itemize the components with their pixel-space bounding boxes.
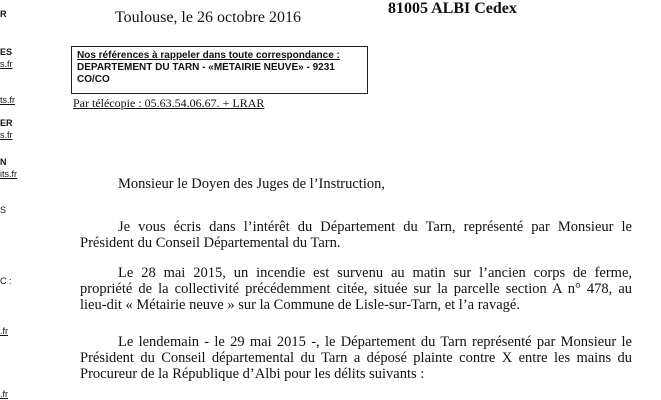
sidebar-fragment: ES <box>0 47 13 57</box>
references-heading: Nos références à rappeler dans toute correspondance : <box>77 50 340 61</box>
salutation-text: Monsieur le Doyen des Juges de l’Instruction, <box>118 176 385 192</box>
paragraph-3-line: Président du Conseil départemental du Tarn a déposé plainte contre X entre les mains du <box>80 350 632 366</box>
paragraph-2-line: propriété de la collectivité précédemment citée, située sur la parcelle section A n° 478, au <box>80 281 632 297</box>
fax-line: Par télécopie : 05.63.54.06.67. + LRAR <box>73 96 265 110</box>
references-line-2: CO/CO <box>77 74 110 85</box>
references-line-1: DEPARTEMENT DU TARN - «METAIRIE NEUVE» - 9231 <box>77 62 335 73</box>
sidebar-fragment: ts.fr <box>0 95 15 105</box>
sidebar-fragment: R <box>0 9 7 19</box>
paragraph-1 <box>80 219 632 251</box>
sidebar-fragment: S <box>0 205 7 215</box>
paragraph-2-line: lieu-dit « Métairie neuve » sur la Commune de Lisle-sur-Tarn, et l’a ravagé. <box>80 297 520 313</box>
recipient-city: 81005 ALBI Cedex <box>388 0 517 17</box>
sidebar-fragment: its.fr <box>0 169 17 179</box>
paragraph-1-line: Je vous écris dans l’intérêt du Département du Tarn, représenté par Monsieur le <box>118 219 632 235</box>
paragraph-2 <box>80 265 632 313</box>
paragraph-3-line: Procureur de la République d’Albi pour les délits suivants : <box>80 366 425 382</box>
references-box <box>71 46 368 94</box>
paragraph-1-line: Président du Conseil Départemental du Tarn. <box>80 235 341 251</box>
sidebar-fragment: s.fr <box>0 59 13 69</box>
paragraph-3-line: Le lendemain - le 29 mai 2015 -, le Département du Tarn représenté par Monsieur le <box>118 334 632 350</box>
salutation <box>80 176 632 192</box>
sidebar-fragment: C : <box>0 276 12 286</box>
sidebar-fragment: ER <box>0 118 13 128</box>
sidebar-fragment: .fr <box>0 389 8 399</box>
sidebar-fragment: s.fr <box>0 130 13 140</box>
paragraph-3 <box>80 334 632 382</box>
place-date: Toulouse, le 26 octobre 2016 <box>115 9 301 26</box>
sidebar-fragment: .fr <box>0 326 8 336</box>
paragraph-2-line: Le 28 mai 2015, un incendie est survenu au matin sur l’ancien corps de ferme, <box>118 265 632 281</box>
sidebar-fragment: N <box>0 157 7 167</box>
